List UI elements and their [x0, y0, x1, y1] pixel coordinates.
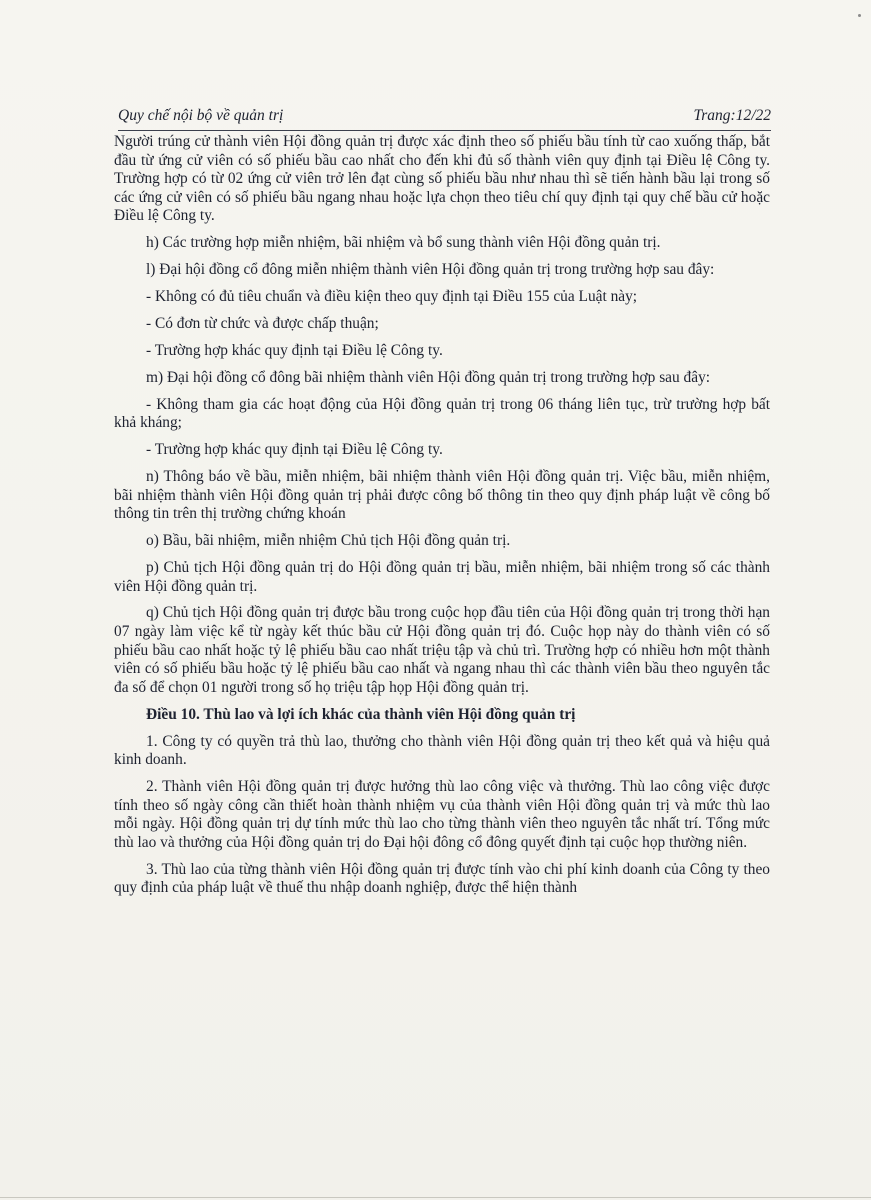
scan-speck: [858, 14, 861, 17]
paragraph: - Trường hợp khác quy định tại Điều lệ Công ty.: [146, 341, 443, 359]
paragraph: Người trúng cử thành viên Hội đồng quản trị được xác định theo số phiếu bầu tính từ cao xuống thấp, bắt đầu từ ứng cử viên có số phiếu bầu cao nhất cho đến khi đủ số thành viên quy định tại Điều lệ Công ty. Trường hợp có từ 02 ứng cử viên trở lên đạt cùng số phiếu bầu như nhau thì sẽ tiến hành bầu lại trong số các ứng cử viên có số phiếu bầu ngang nhau hoặc lựa chọn theo tiêu chí quy định tại quy chế bầu cử hoặc Điều lệ Công ty.: [114, 133, 770, 225]
paragraph: 1. Công ty có quyền trả thù lao, thưởng cho thành viên Hội đồng quản trị theo kết quả và hiệu quả kinh doanh.: [114, 732, 770, 769]
paragraph: p) Chủ tịch Hội đồng quản trị do Hội đồng quản trị bầu, miễn nhiệm, bãi nhiệm trong số các thành viên Hội đồng quản trị.: [114, 558, 770, 595]
header-title: Quy chế nội bộ về quản trị: [118, 107, 284, 124]
paragraph: n) Thông báo về bầu, miễn nhiệm, bãi nhiệm thành viên Hội đồng quản trị. Việc bầu, miễn nhiệm, bãi nhiệm thành viên Hội đồng quản trị phải được công bố thông tin theo quy định pháp luật về công bố thông tin trên thị trường chứng khoán: [114, 467, 770, 523]
paragraph: - Có đơn từ chức và được chấp thuận;: [146, 314, 379, 332]
paragraph: - Trường hợp khác quy định tại Điều lệ Công ty.: [146, 441, 443, 459]
paragraph: 2. Thành viên Hội đồng quản trị được hưởng thù lao công việc và thưởng. Thù lao công việc được tính theo số ngày công cần thiết hoàn thành nhiệm vụ của thành viên Hội đồng quản trị và mức thù lao mỗi ngày. Hội đồng quản trị dự tính mức thù lao cho từng thành viên theo nguyên tắc nhất trí. Tổng mức thù lao và thưởng của Hội đồng quản trị do Đại hội đông cổ đông quyết định tại cuộc họp thường niên.: [114, 778, 770, 851]
page-header: [118, 104, 771, 131]
paragraph: o) Bầu, bãi nhiệm, miễn nhiệm Chủ tịch Hội đồng quản trị.: [146, 532, 511, 550]
paragraph: l) Đại hội đồng cổ đông miễn nhiệm thành viên Hội đồng quản trị trong trường hợp sau đây:: [146, 261, 715, 279]
paragraph: q) Chủ tịch Hội đồng quản trị được bầu trong cuộc họp đầu tiên của Hội đồng quản trị trong thời hạn 07 ngày làm việc kể từ ngày kết thúc bầu cử Hội đồng quản trị đó. Cuộc họp này do thành viên có số phiếu bầu cao nhất hoặc tỷ lệ phiếu bầu cao nhất triệu tập và chủ trì. Trường hợp có nhiều hơn một thành viên có số phiếu bầu hoặc tỷ lệ phiếu bầu cao nhất và ngang nhau thì các thành viên bầu theo nguyên tắc đa số để chọn 01 người trong số họ triệu tập họp Hội đồng quản trị.: [114, 604, 770, 696]
article-title: Điều 10. Thù lao và lợi ích khác của thành viên Hội đồng quản trị: [146, 705, 576, 723]
page-bottom-edge: [0, 1197, 871, 1198]
page-number: Trang:12/22: [693, 107, 771, 124]
paragraph: 3. Thù lao của từng thành viên Hội đồng quản trị được tính vào chi phí kinh doanh của Công ty theo quy định của pháp luật về thuế thu nhập doanh nghiệp, được thể hiện thành: [114, 860, 770, 897]
paragraph: - Không có đủ tiêu chuẩn và điều kiện theo quy định tại Điều 155 của Luật này;: [146, 288, 638, 306]
document-body: [114, 133, 770, 906]
paragraph: m) Đại hội đồng cổ đông bãi nhiệm thành viên Hội đồng quản trị trong trường hợp sau đây:: [146, 368, 711, 386]
paragraph: - Không tham gia các hoạt động của Hội đồng quản trị trong 06 tháng liên tục, trừ trường hợp bất khả kháng;: [114, 395, 770, 432]
paragraph: h) Các trường hợp miễn nhiệm, bãi nhiệm và bổ sung thành viên Hội đồng quản trị.: [146, 234, 661, 252]
